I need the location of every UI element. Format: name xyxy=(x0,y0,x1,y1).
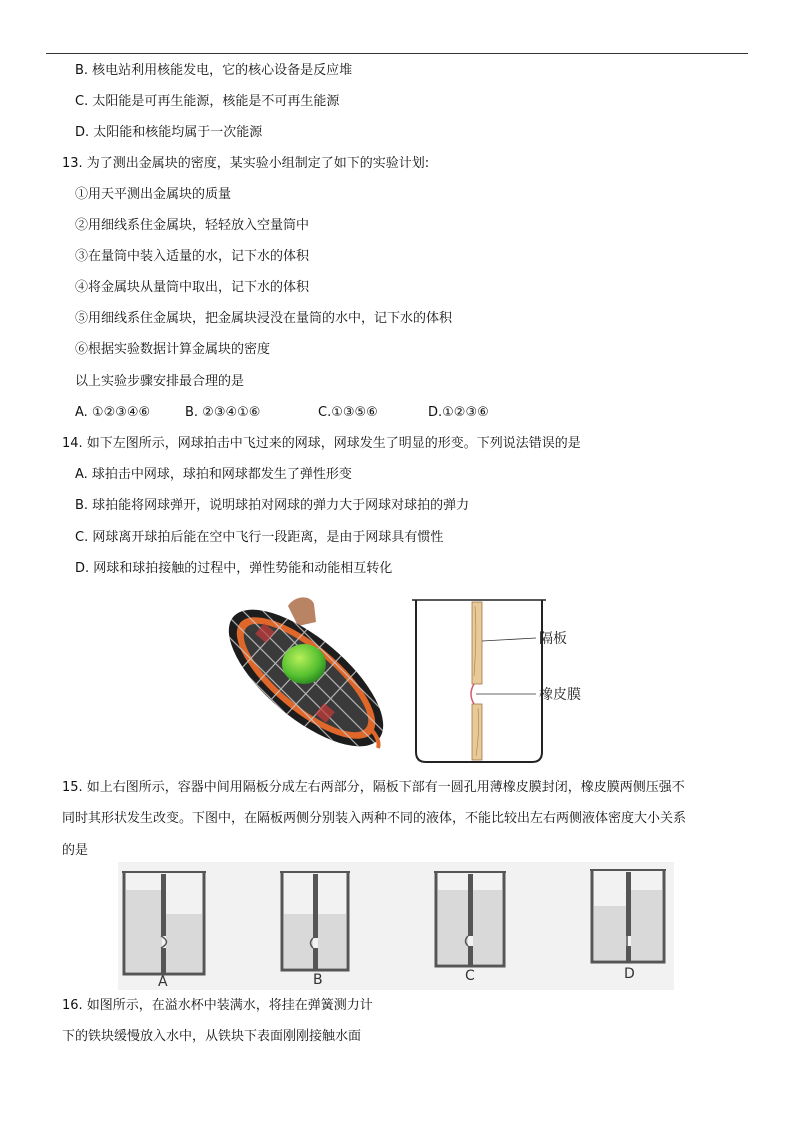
q13-step-2: ②用细线系住金属块，轻轻放入空量筒中 xyxy=(75,218,310,233)
q15-label-c: C xyxy=(465,968,475,984)
q16-stem-line1: 16. 如图所示，在溢水杯中装满水，将挂在弹簧测力计 xyxy=(62,998,373,1013)
q15-stem-line1: 15. 如上右图所示，容器中间用隔板分成左右两部分，隔板下部有一圆孔用薄橡皮膜封闭，橡皮膜两侧压强不 xyxy=(62,780,685,795)
q13-step-5: ⑤用细线系住金属块，把金属块浸没在量筒的水中，记下水的体积 xyxy=(75,311,453,326)
q15-label-d: D xyxy=(624,966,635,982)
q14-option-a: A. 球拍击中网球，球拍和网球都发生了弹性形变 xyxy=(75,467,352,482)
membrane-label: 橡皮膜 xyxy=(539,687,581,703)
header-rule xyxy=(46,53,748,54)
partition-container-figure xyxy=(410,596,590,766)
q13-step-3: ③在量筒中装入适量的水，记下水的体积 xyxy=(75,249,310,264)
q13-stem: 13. 为了测出金属块的密度，某实验小组制定了如下的实验计划: xyxy=(62,156,430,171)
q13-step-1: ①用天平测出金属块的质量 xyxy=(75,187,232,202)
q14-option-d: D. 网球和球拍接触的过程中，弹性势能和动能相互转化 xyxy=(75,561,393,576)
partition-label: 隔板 xyxy=(539,631,567,647)
q12-option-d: D. 太阳能和核能均属于一次能源 xyxy=(75,125,263,140)
q14-option-c: C. 网球离开球拍后能在空中飞行一段距离，是由于网球具有惯性 xyxy=(75,530,444,545)
q16-stem-line2: 下的铁块缓慢放入水中，从铁块下表面刚刚接触水面 xyxy=(62,1029,362,1044)
q13-step-6: ⑥根据实验数据计算金属块的密度 xyxy=(75,342,271,357)
q13-option-a: A. ①②③④⑥ xyxy=(75,405,151,420)
tennis-racket-figure xyxy=(218,596,394,762)
q12-option-b: B. 核电站利用核能发电，它的核心设备是反应堆 xyxy=(75,63,353,78)
q15-stem-line3: 的是 xyxy=(62,843,89,858)
q15-choice-figures xyxy=(118,862,674,990)
q13-question: 以上实验步骤安排最合理的是 xyxy=(75,374,245,389)
q14-stem: 14. 如下左图所示，网球拍击中飞过来的网球，网球发生了明显的形变。下列说法错误的是 xyxy=(62,436,581,451)
q15-label-b: B xyxy=(313,972,323,988)
q15-stem-line2: 同时其形状发生改变。下图中，在隔板两侧分别装入两种不同的液体，不能比较出左右两侧液体密度大小关系 xyxy=(62,811,687,826)
q15-label-a: A xyxy=(158,974,168,990)
q13-option-c: C.①③⑤⑥ xyxy=(318,405,378,420)
q13-option-b: B. ②③④①⑥ xyxy=(185,405,261,420)
q13-option-d: D.①②③⑥ xyxy=(428,405,489,420)
q14-option-b: B. 球拍能将网球弹开，说明球拍对网球的弹力大于网球对球拍的弹力 xyxy=(75,498,470,513)
q13-step-4: ④将金属块从量筒中取出，记下水的体积 xyxy=(75,280,310,295)
q12-option-c: C. 太阳能是可再生能源，核能是不可再生能源 xyxy=(75,94,340,109)
